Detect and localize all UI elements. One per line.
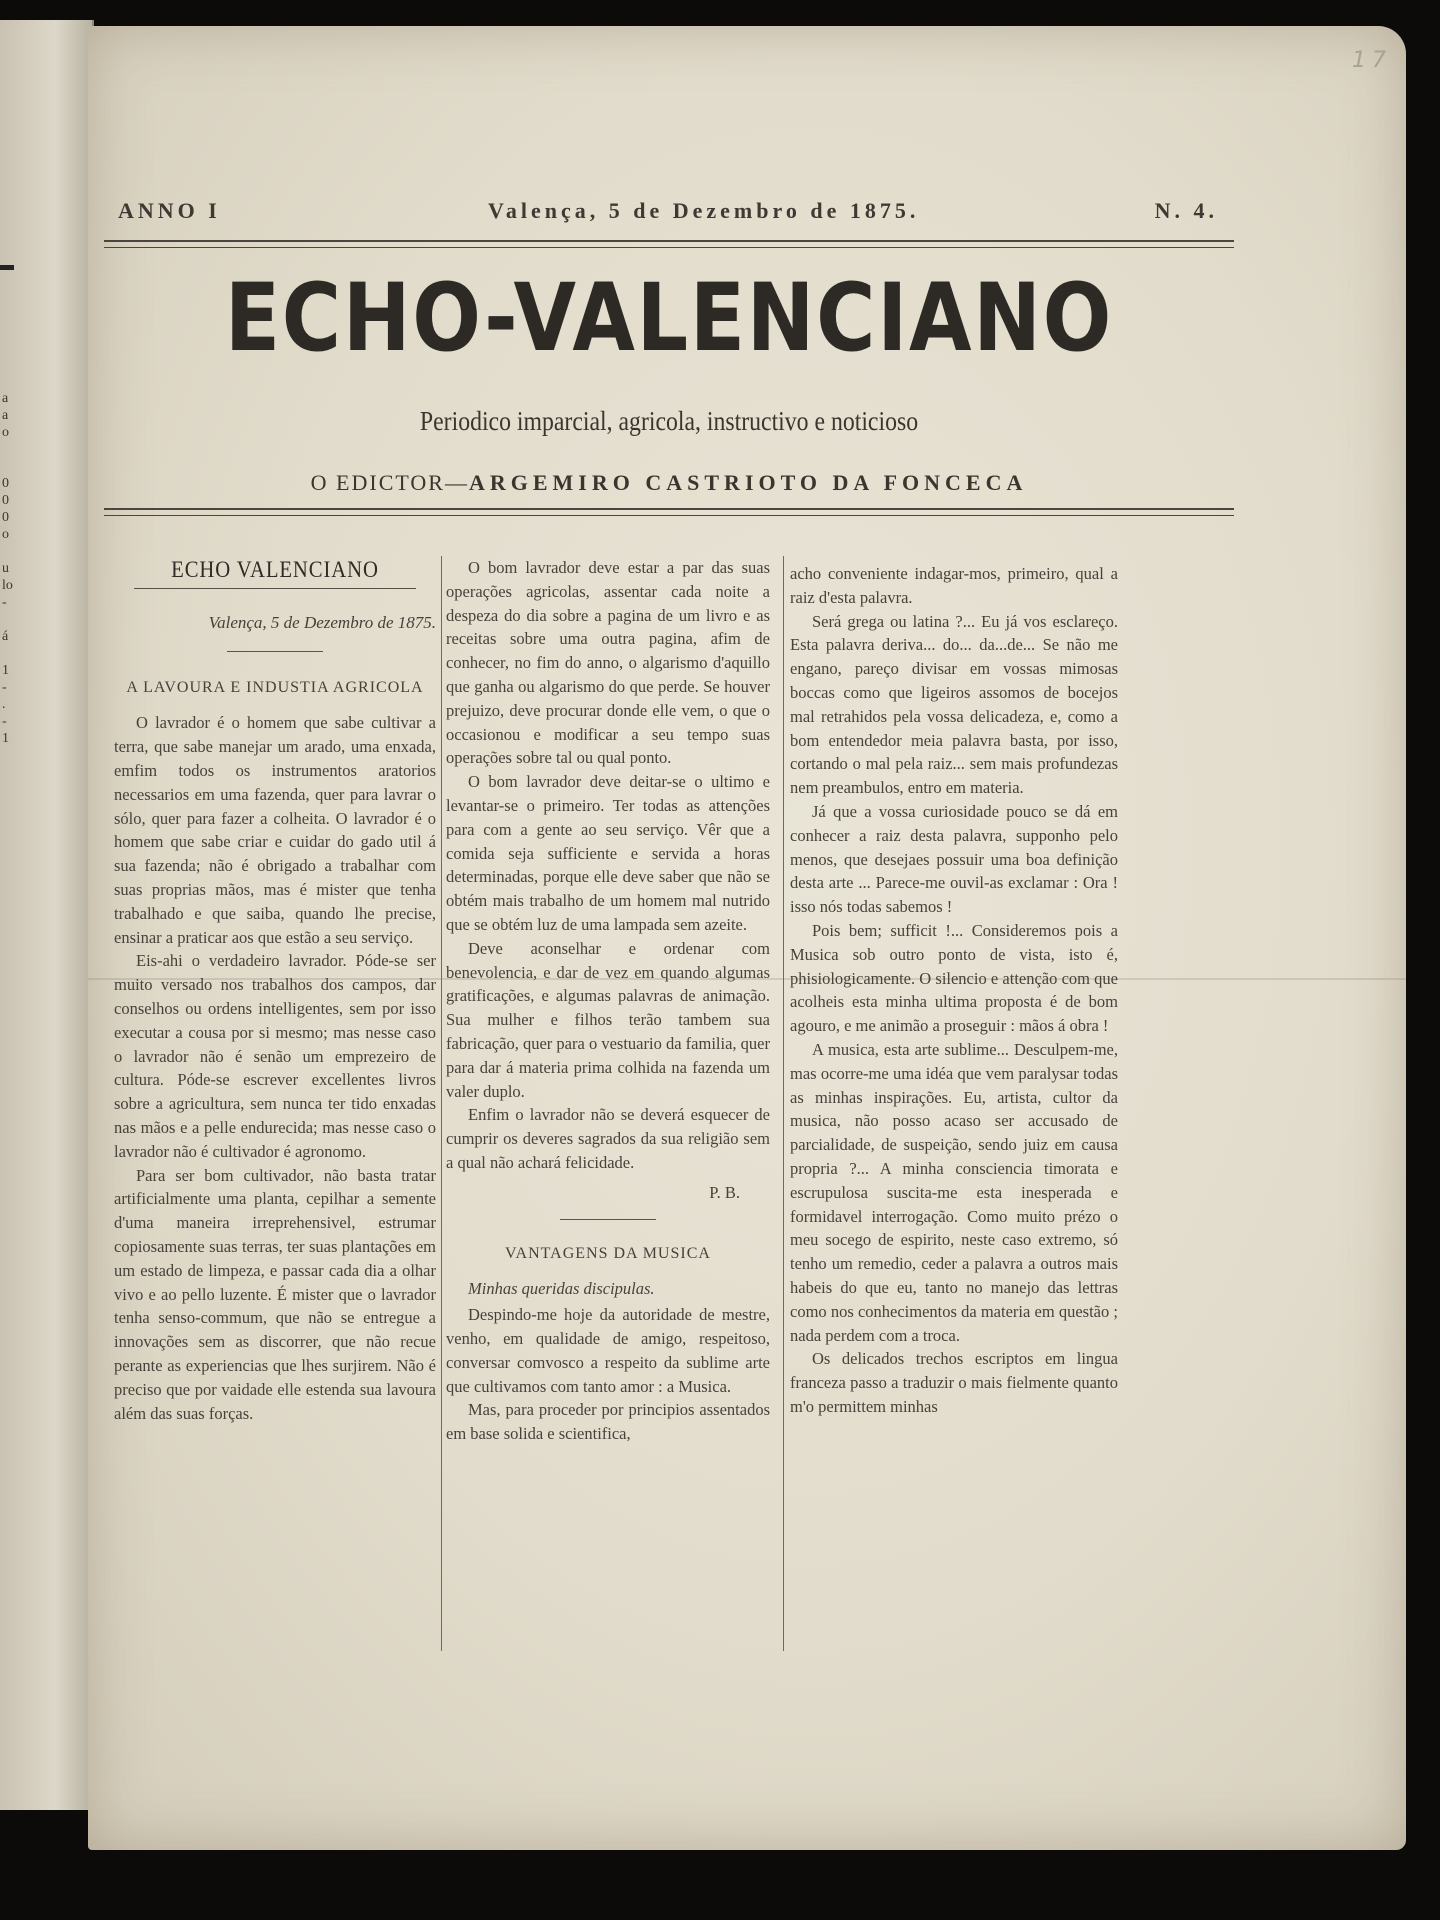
column-3 [790, 562, 1118, 1419]
issue-number: N. 4. [1154, 198, 1218, 223]
short-rule [560, 1219, 656, 1220]
issue-date: Valença, 5 de Dezembro de 1875. [488, 198, 920, 223]
pencil-annotation: 17 [1352, 48, 1392, 73]
article-paragraph: A musica, esta arte sublime... Desculpem-me, mas ocorre-me uma idéa que vem paralysar todas as minhas inspirações. Eu, artista, cultor da musica, não posso acaso ser accusado de parcialidade, de suspeição, sendo juiz em causa propria ?... A minha consciencia timorata e escrupulosa suscita-me esta inesperada e formidavel interrogação. Como muito prézo o meu socego de espirito, neste caso extremo, só tenho um remedio, ceder a palavra a outros mais habeis do que eu, tanto no manejo das lettras como nos conhecimentos da materia em questão ; nada perdem com a troca. [790, 1039, 1118, 1345]
section-heading-rule [134, 588, 416, 589]
article-title: A LAVOURA E INDUSTIA AGRICOLA [126, 678, 424, 696]
masthead-bottom-rule [104, 508, 1234, 516]
column-divider [783, 556, 784, 1651]
ink-mark [0, 265, 14, 270]
section-dateline: Valença, 5 de Dezembro de 1875. [208, 612, 436, 632]
section-heading: ECHO VALENCIANO [171, 557, 379, 582]
article-paragraph: Eis-ahi o verdadeiro lavrador. Póde-se ser muito versado nos trabalhos dos campos, dar conselhos ou ordens intelligentes, sem por isso executar a cousa por si mesmo; mas nesse caso o lavrador não é senão um emprezeiro de cultura. Póde-se escrever excellentes livros sobre a agricultura, sem nunca ter tido enxadas nas mãos e a pelle endurecida; mas nesse caso o lavrador não é cultivador é agronomo. [114, 951, 436, 1161]
short-rule [227, 651, 323, 652]
newspaper-subtitle: Periodico imparcial, agricola, instructivo e noticioso [419, 406, 919, 436]
editor-name: ARGEMIRO CASTRIOTO DA FONCECA [468, 470, 1028, 495]
editor-label: O EDICTOR— [310, 470, 469, 495]
article-paragraph: Deve aconselhar e ordenar com benevolencia, e dar de vez em quando algumas gratificações, e algumas palavras de animação. Sua mulher e filhos terão tambem sua fabricação, quer para o vestuario da familia, quer para dar á materia prima colhida na fazenda um valer duplo. [446, 938, 770, 1101]
article-paragraph: O lavrador é o homem que sabe cultivar a terra, que sabe manejar um arado, uma enxada, emfim todos os instrumentos aratorios necessarios em uma fazenda, quer para lavrar o sólo, quer para fazer a colheita. O lavrador é o homem que sabe criar e cuidar do gado util á sua fazenda; não é obrigado a trabalhar com suas proprias mãos, mas é mister que tenha trabalhado e que saiba, quando lhe precise, ensinar a praticar aos que estão a seu serviço. [114, 713, 436, 947]
article-paragraph: Os delicados trechos escriptos em lingua franceza passo a traduzir o mais fielmente quanto m'o permittem minhas [790, 1349, 1118, 1416]
editor-line [104, 470, 1234, 496]
newspaper-title: ECHO-VALENCIANO [224, 264, 1114, 373]
article-salutation: Minhas queridas discipulas. [468, 1279, 655, 1299]
masthead-dateline [118, 198, 1218, 232]
article-paragraph: Será grega ou latina ?... Eu já vos esclareço. Esta palavra deriva... do... da...de... Se não me engano, pareço divisar em vossas mimosas boccas como que ligeiros assomos de bocejos mal retrahidos pela vossa delicadeza, e, como a bom entendedor meia palavra basta, por isso, cortando o mal pela raiz... sem mais profundezas nem preambulos, entro em materia. [790, 611, 1118, 798]
article-paragraph: Pois bem; sufficit !... Consideremos pois a Musica sob outro ponto de vista, isto é, phisiologicamente. O silencio e attenção com que acolheis esta minha ultima proposta é de bom agouro, e me animão a proseguir : mãos á obra ! [790, 920, 1118, 1036]
article-paragraph: Para ser bom cultivador, não basta tratar artificialmente uma planta, cepilhar a semente d'uma maneira irreprehensivel, estrumar copiosamente suas terras, ter suas plantações em um estado de limpeza, e passar cada dia a olhar vivo e ao pello luzente. É mister que o lavrador tenha senso-commum, que não se entregue a innovações sem as discorrer, que não recue perante as experiencias que lhes surjirem. Não é preciso que por vaidade elle estenda sua lavoura além das suas forças. [114, 1165, 436, 1423]
article-paragraph: Enfim o lavrador não se deverá esquecer de cumprir os deveres sagrados da sua religião sem a qual não achará felicidade. [446, 1105, 770, 1172]
issue-year: ANNO I [118, 198, 221, 223]
article-signature: P. B. [709, 1182, 740, 1202]
column-1 [114, 556, 436, 1425]
article-paragraph: O bom lavrador deve deitar-se o ultimo e levantar-se o primeiro. Ter todas as attenções para com a gente ao seu serviço. Vêr que a comida seja sufficiente e servida a horas determinadas, porque elle deve saber que não se obtém mais trabalho de um homem mal nutrido que se obtém luz de uma lampada sem azeite. [446, 772, 770, 934]
column-divider [441, 556, 442, 1651]
column-2 [446, 556, 770, 1446]
adjacent-page [0, 20, 94, 1810]
article-paragraph: O bom lavrador deve estar a par das suas operações agricolas, assentar cada noite a despeza do dia sobre a pagina de um livro e as receitas sobre uma outra pagina, afim de conhecer, no fim do anno, o algarismo d'aquillo que ganha ou algarismo do que perde. Se houver prejuizo, deve procurar donde elle vem, o que o occasionou e modificar a seu tempo suas operações sobre tal ou qual ponto. [446, 558, 770, 768]
masthead-top-rule [104, 240, 1234, 248]
article-paragraph: Mas, para proceder por principios assentados em base solida e scientifica, [446, 1400, 770, 1444]
article-paragraph: Já que a vossa curiosidade pouco se dá em conhecer a raiz desta palavra, supponho pelo menos, que desejaes possuir uma boa definição desta arte ... Parece-me ouvil-as exclamar : Ora ! isso nós todas sabemos ! [790, 801, 1118, 917]
adjacent-page-text-fragments: a a o 0 0 0 o u lo - á 1 - . - 1 [2, 391, 13, 746]
article-paragraph: acho conveniente indagar-mos, primeiro, qual a raiz d'esta palavra. [790, 564, 1118, 607]
article-paragraph: Despindo-me hoje da autoridade de mestre, venho, em qualidade de amigo, respeitoso, conversar comvosco a respeito da sublime arte que cultivamos com tanto amor : a Musica. [446, 1305, 770, 1396]
article-title: VANTAGENS DA MUSICA [505, 1244, 711, 1262]
